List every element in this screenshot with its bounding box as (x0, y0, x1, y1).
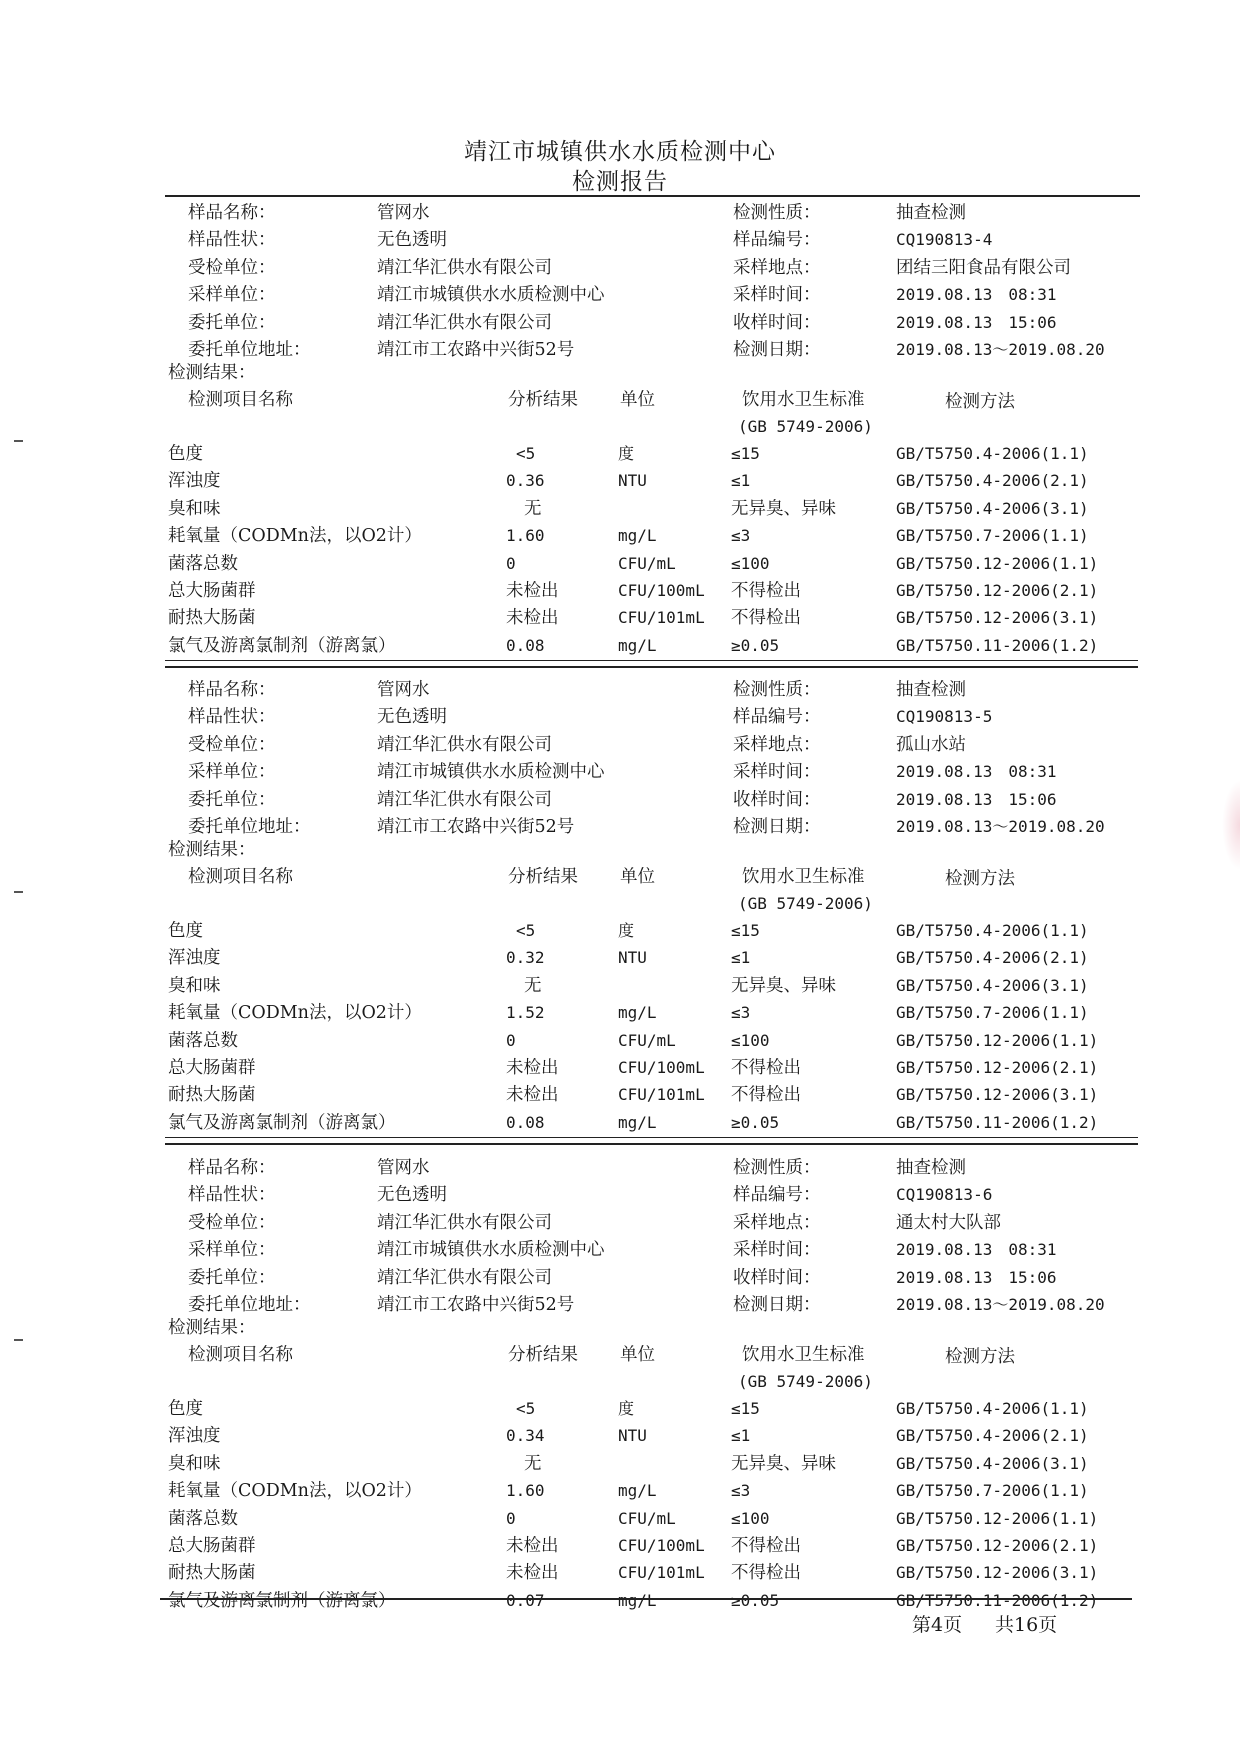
standard-limit: ≥0.05 (731, 635, 780, 655)
analysis-result: 0.08 (506, 635, 545, 655)
test-method: GB/T5750.12-2006(1.1) (896, 1030, 1099, 1050)
item-name: 菌落总数 (168, 1508, 238, 1529)
column-header-unit: 单位 (620, 390, 655, 410)
item-name: 耗氧量（CODMn法，以O2计） (168, 1481, 422, 1502)
sample-name-label: 样品名称： (188, 680, 276, 700)
sampling-time-value: 2019.08.13 08:31 (896, 1240, 1057, 1260)
bottom-rule (160, 1598, 1132, 1600)
report-title: 检测报告 (572, 169, 668, 195)
test-method: GB/T5750.12-2006(3.1) (896, 1085, 1099, 1105)
sample-state-value: 无色透明 (377, 707, 447, 728)
sampling-site-value: 通太村大队部 (896, 1212, 1001, 1233)
page-total: 共16页 (995, 1614, 1058, 1636)
analysis-result: 1.52 (506, 1003, 545, 1023)
sample-state-value: 无色透明 (377, 1185, 447, 1206)
table-row (0, 1113, 1240, 1137)
column-header-standard: 饮用水卫生标准 (742, 390, 865, 410)
test-method: GB/T5750.4-2006(3.1) (896, 975, 1089, 995)
sampling-time-value: 2019.08.13 08:31 (896, 285, 1057, 305)
client-unit-value: 靖江华汇供水有限公司 (377, 789, 552, 810)
inspected-unit-label: 受检单位： (188, 257, 276, 278)
analysis-result: 无 (524, 498, 542, 519)
unit: 度 (618, 444, 635, 463)
table-row (0, 948, 1240, 972)
table-row (0, 1058, 1240, 1082)
test-method: GB/T5750.4-2006(3.1) (896, 498, 1089, 518)
client-address-value: 靖江市工农路中兴街52号 (377, 1295, 575, 1315)
client-unit-value: 靖江华汇供水有限公司 (377, 1267, 552, 1288)
column-header-standard: 饮用水卫生标准 (742, 1345, 865, 1365)
item-name: 耐热大肠菌 (168, 608, 256, 629)
sample-section (0, 1158, 1240, 1611)
sample-state-label: 样品性状： (188, 707, 276, 728)
test-method: GB/T5750.12-2006(3.1) (896, 608, 1099, 628)
column-header-unit: 单位 (620, 867, 655, 887)
item-name: 耗氧量（CODMn法，以O2计） (168, 1003, 422, 1024)
standard-limit: 无异臭、异味 (731, 498, 836, 519)
sample-name-value: 管网水 (377, 203, 430, 223)
standard-limit: ≤1 (731, 948, 751, 968)
item-name: 耗氧量（CODMn法，以O2计） (168, 526, 422, 547)
sample-state-label: 样品性状： (188, 1185, 276, 1206)
scan-stain (1222, 780, 1240, 870)
item-name: 菌落总数 (168, 1030, 238, 1051)
item-name: 总大肠菌群 (168, 1536, 256, 1556)
sample-name-label: 样品名称： (188, 1158, 276, 1178)
table-row (0, 1563, 1240, 1587)
analysis-result: <5 (516, 921, 536, 940)
section-divider (165, 666, 1138, 668)
sample-state-value: 无色透明 (377, 230, 447, 251)
scan-mark (14, 891, 23, 893)
standard-limit: ≤1 (731, 471, 751, 491)
unit: mg/L (618, 1590, 657, 1610)
test-method: GB/T5750.11-2006(1.2) (896, 1112, 1099, 1132)
analysis-result: 1.60 (506, 526, 545, 546)
column-header-method: 检测方法 (945, 869, 1015, 889)
item-name: 总大肠菌群 (168, 581, 256, 601)
sample-section (0, 680, 1240, 1133)
unit: CFU/101mL (618, 1085, 705, 1105)
table-row (0, 1426, 1240, 1450)
results-heading: 检测结果： (168, 1318, 256, 1338)
column-header-method: 检测方法 (945, 392, 1015, 412)
unit: CFU/100mL (618, 1536, 705, 1555)
unit: NTU (618, 1426, 647, 1446)
analysis-result: 未检出 (506, 1058, 559, 1078)
unit: CFU/101mL (618, 1563, 705, 1583)
sampling-time-label: 采样时间： (733, 762, 821, 783)
sampling-site-value: 孤山水站 (896, 734, 966, 755)
client-address-label: 委托单位地址： (188, 340, 311, 360)
inspected-unit-label: 受检单位： (188, 734, 276, 755)
standard-limit: 无异臭、异味 (731, 975, 836, 996)
table-row (0, 444, 1240, 468)
sample-section (0, 203, 1240, 656)
table-row (0, 608, 1240, 632)
standard-limit: 不得检出 (731, 608, 801, 629)
test-method: GB/T5750.4-2006(3.1) (896, 1453, 1089, 1473)
client-address-label: 委托单位地址： (188, 1295, 311, 1315)
client-unit-label: 委托单位： (188, 1267, 276, 1288)
column-header-item: 检测项目名称 (188, 867, 293, 887)
standard-limit: ≤100 (731, 1508, 770, 1528)
sample-id-value: CQ190813-6 (896, 1185, 993, 1205)
section-divider (165, 660, 1138, 661)
item-name: 氯气及游离氯制剂（游离氯） (168, 1590, 396, 1611)
analysis-result: 未检出 (506, 608, 559, 629)
sample-id-label: 样品编号： (733, 707, 821, 728)
test-method: GB/T5750.7-2006(1.1) (896, 1003, 1089, 1023)
column-header-standard-ref: (GB 5749-2006) (738, 894, 873, 913)
unit: mg/L (618, 635, 657, 655)
section-divider (165, 1143, 1138, 1145)
standard-limit: ≤15 (731, 444, 760, 463)
table-row (0, 1399, 1240, 1423)
sample-name-value: 管网水 (377, 680, 430, 700)
organization-title: 靖江市城镇供水水质检测中心 (464, 139, 776, 165)
test-method: GB/T5750.4-2006(1.1) (896, 1399, 1089, 1418)
receiving-time-value: 2019.08.13 15:06 (896, 312, 1057, 332)
table-row (0, 1454, 1240, 1478)
analysis-result: 无 (524, 975, 542, 996)
scan-mark (14, 440, 23, 442)
item-name: 臭和味 (168, 1453, 221, 1474)
test-nature-label: 检测性质： (733, 203, 821, 223)
column-header-result: 分析结果 (508, 867, 578, 887)
page-number: 第4页 (912, 1614, 963, 1636)
sampling-unit-value: 靖江市城镇供水水质检测中心 (377, 285, 605, 306)
sampling-time-label: 采样时间： (733, 1240, 821, 1261)
receiving-time-label: 收样时间： (733, 1267, 821, 1288)
client-address-value: 靖江市工农路中兴街52号 (377, 340, 575, 360)
table-row (0, 1536, 1240, 1560)
unit: CFU/101mL (618, 608, 705, 628)
column-header-standard-ref: (GB 5749-2006) (738, 1372, 873, 1391)
analysis-result: 未检出 (506, 1085, 559, 1106)
test-method: GB/T5750.12-2006(1.1) (896, 553, 1099, 573)
unit: CFU/mL (618, 1508, 676, 1528)
analysis-result: 0 (506, 1508, 516, 1528)
table-row (0, 499, 1240, 523)
standard-limit: ≤3 (731, 1481, 751, 1501)
unit: mg/L (618, 1003, 657, 1023)
test-method: GB/T5750.7-2006(1.1) (896, 526, 1089, 546)
test-nature-value: 抽查检测 (896, 680, 966, 700)
table-row (0, 581, 1240, 605)
unit: 度 (618, 921, 635, 940)
test-method: GB/T5750.4-2006(1.1) (896, 444, 1089, 463)
receiving-time-label: 收样时间： (733, 789, 821, 810)
test-nature-label: 检测性质： (733, 680, 821, 700)
unit: CFU/mL (618, 553, 676, 573)
test-date-label: 检测日期： (733, 340, 821, 360)
standard-limit: ≥0.05 (731, 1112, 780, 1132)
sample-id-value: CQ190813-5 (896, 707, 993, 727)
table-row (0, 1003, 1240, 1027)
test-date-label: 检测日期： (733, 817, 821, 837)
sampling-unit-value: 靖江市城镇供水水质检测中心 (377, 762, 605, 783)
test-method: GB/T5750.4-2006(2.1) (896, 948, 1089, 968)
test-method: GB/T5750.12-2006(1.1) (896, 1508, 1099, 1528)
client-unit-label: 委托单位： (188, 312, 276, 333)
test-method: GB/T5750.11-2006(1.2) (896, 635, 1099, 655)
sample-name-value: 管网水 (377, 1158, 430, 1178)
inspected-unit-value: 靖江华汇供水有限公司 (377, 734, 552, 755)
analysis-result: 未检出 (506, 1563, 559, 1584)
test-method: GB/T5750.11-2006(1.2) (896, 1590, 1099, 1610)
sampling-time-label: 采样时间： (733, 285, 821, 306)
item-name: 浑浊度 (168, 948, 221, 969)
item-name: 氯气及游离氯制剂（游离氯） (168, 1112, 396, 1133)
sampling-unit-label: 采样单位： (188, 1240, 276, 1261)
client-address-value: 靖江市工农路中兴街52号 (377, 817, 575, 837)
table-row (0, 1085, 1240, 1109)
column-header-item: 检测项目名称 (188, 390, 293, 410)
inspected-unit-value: 靖江华汇供水有限公司 (377, 1212, 552, 1233)
table-row (0, 554, 1240, 578)
standard-limit: ≤3 (731, 526, 751, 546)
item-name: 总大肠菌群 (168, 1058, 256, 1078)
client-unit-label: 委托单位： (188, 789, 276, 810)
analysis-result: 无 (524, 1453, 542, 1474)
test-method: GB/T5750.12-2006(2.1) (896, 581, 1099, 600)
sample-id-value: CQ190813-4 (896, 230, 993, 250)
analysis-result: 0.08 (506, 1112, 545, 1132)
test-nature-value: 抽查检测 (896, 1158, 966, 1178)
sampling-unit-value: 靖江市城镇供水水质检测中心 (377, 1240, 605, 1261)
test-date-value: 2019.08.13～2019.08.20 (896, 1295, 1105, 1314)
standard-limit: ≤3 (731, 1003, 751, 1023)
test-date-label: 检测日期： (733, 1295, 821, 1315)
table-row (0, 1031, 1240, 1055)
item-name: 色度 (168, 921, 203, 941)
item-name: 耐热大肠菌 (168, 1563, 256, 1584)
standard-limit: ≤100 (731, 553, 770, 573)
test-method: GB/T5750.12-2006(3.1) (896, 1563, 1099, 1583)
inspected-unit-label: 受检单位： (188, 1212, 276, 1233)
standard-limit: ≤1 (731, 1426, 751, 1446)
receiving-time-label: 收样时间： (733, 312, 821, 333)
standard-limit: 无异臭、异味 (731, 1453, 836, 1474)
unit: CFU/100mL (618, 1058, 705, 1077)
sampling-site-value: 团结三阳食品有限公司 (896, 257, 1071, 278)
test-method: GB/T5750.12-2006(2.1) (896, 1058, 1099, 1077)
unit: NTU (618, 471, 647, 491)
test-date-value: 2019.08.13～2019.08.20 (896, 340, 1105, 359)
standard-limit: 不得检出 (731, 1085, 801, 1106)
sampling-unit-label: 采样单位： (188, 285, 276, 306)
sample-id-label: 样品编号： (733, 230, 821, 251)
analysis-result: 1.60 (506, 1481, 545, 1501)
unit: 度 (618, 1399, 635, 1418)
sampling-time-value: 2019.08.13 08:31 (896, 762, 1057, 782)
table-row (0, 976, 1240, 1000)
item-name: 色度 (168, 1399, 203, 1419)
receiving-time-value: 2019.08.13 15:06 (896, 789, 1057, 809)
receiving-time-value: 2019.08.13 15:06 (896, 1267, 1057, 1287)
table-row (0, 471, 1240, 495)
item-name: 菌落总数 (168, 553, 238, 574)
analysis-result: 0.32 (506, 948, 545, 968)
column-header-item: 检测项目名称 (188, 1345, 293, 1365)
analysis-result: 0 (506, 1030, 516, 1050)
analysis-result: 0.36 (506, 471, 545, 491)
sample-state-label: 样品性状： (188, 230, 276, 251)
standard-limit: ≤15 (731, 1399, 760, 1418)
sample-name-label: 样品名称： (188, 203, 276, 223)
item-name: 臭和味 (168, 975, 221, 996)
test-method: GB/T5750.4-2006(2.1) (896, 471, 1089, 491)
sampling-unit-label: 采样单位： (188, 762, 276, 783)
column-header-standard-ref: (GB 5749-2006) (738, 417, 873, 436)
table-row (0, 1481, 1240, 1505)
unit: mg/L (618, 1481, 657, 1501)
standard-limit: 不得检出 (731, 581, 801, 601)
unit: NTU (618, 948, 647, 968)
test-method: GB/T5750.7-2006(1.1) (896, 1481, 1089, 1501)
test-method: GB/T5750.4-2006(2.1) (896, 1426, 1089, 1446)
analysis-result: 0.34 (506, 1426, 545, 1446)
table-row (0, 1509, 1240, 1533)
sampling-site-label: 采样地点： (733, 257, 821, 278)
standard-limit: ≤15 (731, 921, 760, 940)
section-divider (165, 1137, 1138, 1138)
test-nature-label: 检测性质： (733, 1158, 821, 1178)
item-name: 浑浊度 (168, 471, 221, 492)
column-header-method: 检测方法 (945, 1347, 1015, 1367)
test-method: GB/T5750.4-2006(1.1) (896, 921, 1089, 940)
test-nature-value: 抽查检测 (896, 203, 966, 223)
unit: mg/L (618, 526, 657, 546)
client-unit-value: 靖江华汇供水有限公司 (377, 312, 552, 333)
item-name: 耐热大肠菌 (168, 1085, 256, 1106)
results-heading: 检测结果： (168, 363, 256, 383)
unit: CFU/100mL (618, 581, 705, 600)
standard-limit: ≥0.05 (731, 1590, 780, 1610)
inspected-unit-value: 靖江华汇供水有限公司 (377, 257, 552, 278)
test-date-value: 2019.08.13～2019.08.20 (896, 817, 1105, 836)
column-header-unit: 单位 (620, 1345, 655, 1365)
column-header-result: 分析结果 (508, 390, 578, 410)
column-header-standard: 饮用水卫生标准 (742, 867, 865, 887)
item-name: 色度 (168, 444, 203, 464)
analysis-result: <5 (516, 1399, 536, 1418)
column-header-result: 分析结果 (508, 1345, 578, 1365)
analysis-result: 0 (506, 553, 516, 573)
unit: CFU/mL (618, 1030, 676, 1050)
test-method: GB/T5750.12-2006(2.1) (896, 1536, 1099, 1555)
item-name: 氯气及游离氯制剂（游离氯） (168, 635, 396, 656)
results-heading: 检测结果： (168, 840, 256, 860)
item-name: 臭和味 (168, 498, 221, 519)
analysis-result: <5 (516, 444, 536, 463)
analysis-result: 0.07 (506, 1590, 545, 1610)
table-row (0, 636, 1240, 660)
item-name: 浑浊度 (168, 1426, 221, 1447)
sampling-site-label: 采样地点： (733, 734, 821, 755)
standard-limit: ≤100 (731, 1030, 770, 1050)
sample-id-label: 样品编号： (733, 1185, 821, 1206)
client-address-label: 委托单位地址： (188, 817, 311, 837)
analysis-result: 未检出 (506, 1536, 559, 1556)
standard-limit: 不得检出 (731, 1536, 801, 1556)
table-row (0, 526, 1240, 550)
analysis-result: 未检出 (506, 581, 559, 601)
standard-limit: 不得检出 (731, 1563, 801, 1584)
standard-limit: 不得检出 (731, 1058, 801, 1078)
sampling-site-label: 采样地点： (733, 1212, 821, 1233)
header-rule (165, 195, 1140, 197)
unit: mg/L (618, 1112, 657, 1132)
table-row (0, 921, 1240, 945)
scan-mark (14, 1339, 23, 1341)
